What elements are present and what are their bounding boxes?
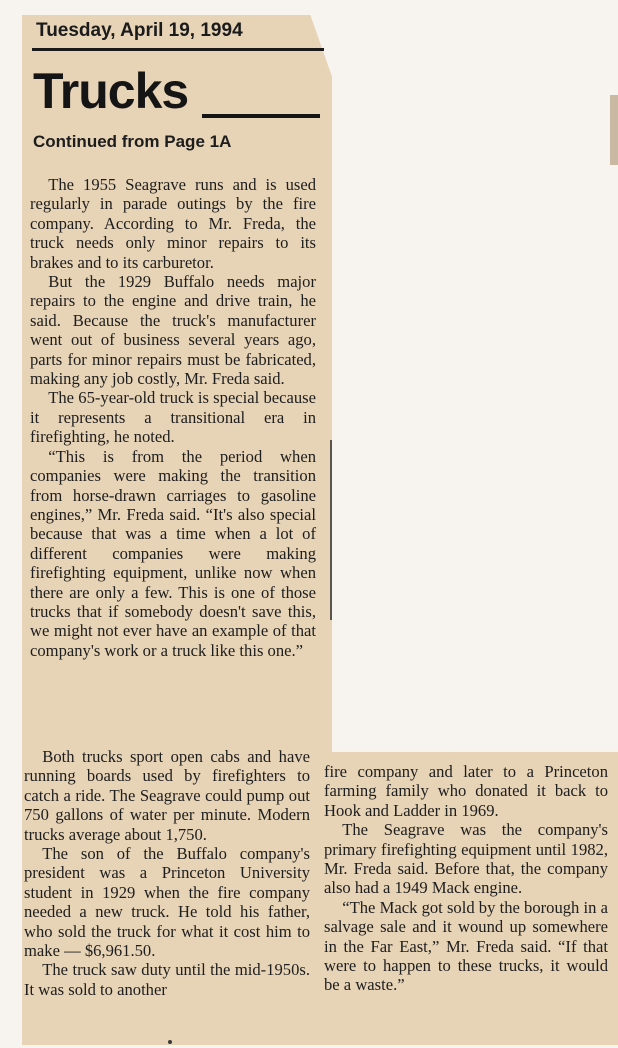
article-column-1 [30, 175, 316, 660]
paper-edge-mark [610, 95, 618, 165]
column-rule [330, 440, 332, 620]
paragraph: Both trucks sport open cabs and have running boards used by firefighters to catch a ride. The Seagrave could pump out 750 gallons of water per minute. Modern trucks average about 1,750. [24, 747, 310, 844]
paragraph: fire company and later to a Princeton farming family who donated it back to Hook and Ladder in 1969. [324, 762, 608, 820]
print-speck [168, 1040, 172, 1044]
paragraph: The truck saw duty until the mid-1950s. It was sold to another [24, 960, 310, 999]
paragraph: The son of the Buffalo company's president was a Princeton University student in 1929 when the fire company needed a new truck. He told his father, who sold the truck for what it cost him to make — $6,961.50. [24, 844, 310, 961]
dateline-rule [32, 48, 324, 51]
paragraph: The 1955 Seagrave runs and is used regularly in parade outings by the fire company. According to Mr. Freda, the truck needs only minor repairs to its brakes and to its carburetor. [30, 175, 316, 272]
paragraph: The Seagrave was the company's primary firefighting equipment until 1982, Mr. Freda said. Before that, the company also had a 1949 Mack engine. [324, 820, 608, 898]
dateline: Tuesday, April 19, 1994 [36, 20, 243, 41]
paragraph: But the 1929 Buffalo needs major repairs to the engine and drive train, he said. Because the truck's manufacturer went out of business several years ago, parts for minor repairs must be fabricated, making any job costly, Mr. Freda said. [30, 272, 316, 389]
paragraph: The 65-year-old truck is special because it represents a transitional era in firefighting, he noted. [30, 388, 316, 447]
headline-rule [202, 114, 320, 118]
paragraph: “This is from the period when companies were making the transition from horse-drawn carriages to gasoline engines,” Mr. Freda said. “It's also special because that was a time when a lot of different companies were making firefighting equipment, unlike now when there are only a few. This is one of those trucks that if somebody doesn't save this, we might not ever have an example of that company's work or a truck like this one.” [30, 446, 316, 660]
headline: Trucks [33, 63, 189, 119]
continued-line: Continued from Page 1A [33, 132, 232, 151]
article-column-3 [324, 762, 608, 995]
article-column-2 [24, 747, 310, 999]
paragraph: “The Mack got sold by the borough in a salvage sale and it wound up somewhere in the Far East,” Mr. Freda said. “If that were to happen to these trucks, it would be a waste.” [324, 897, 608, 995]
